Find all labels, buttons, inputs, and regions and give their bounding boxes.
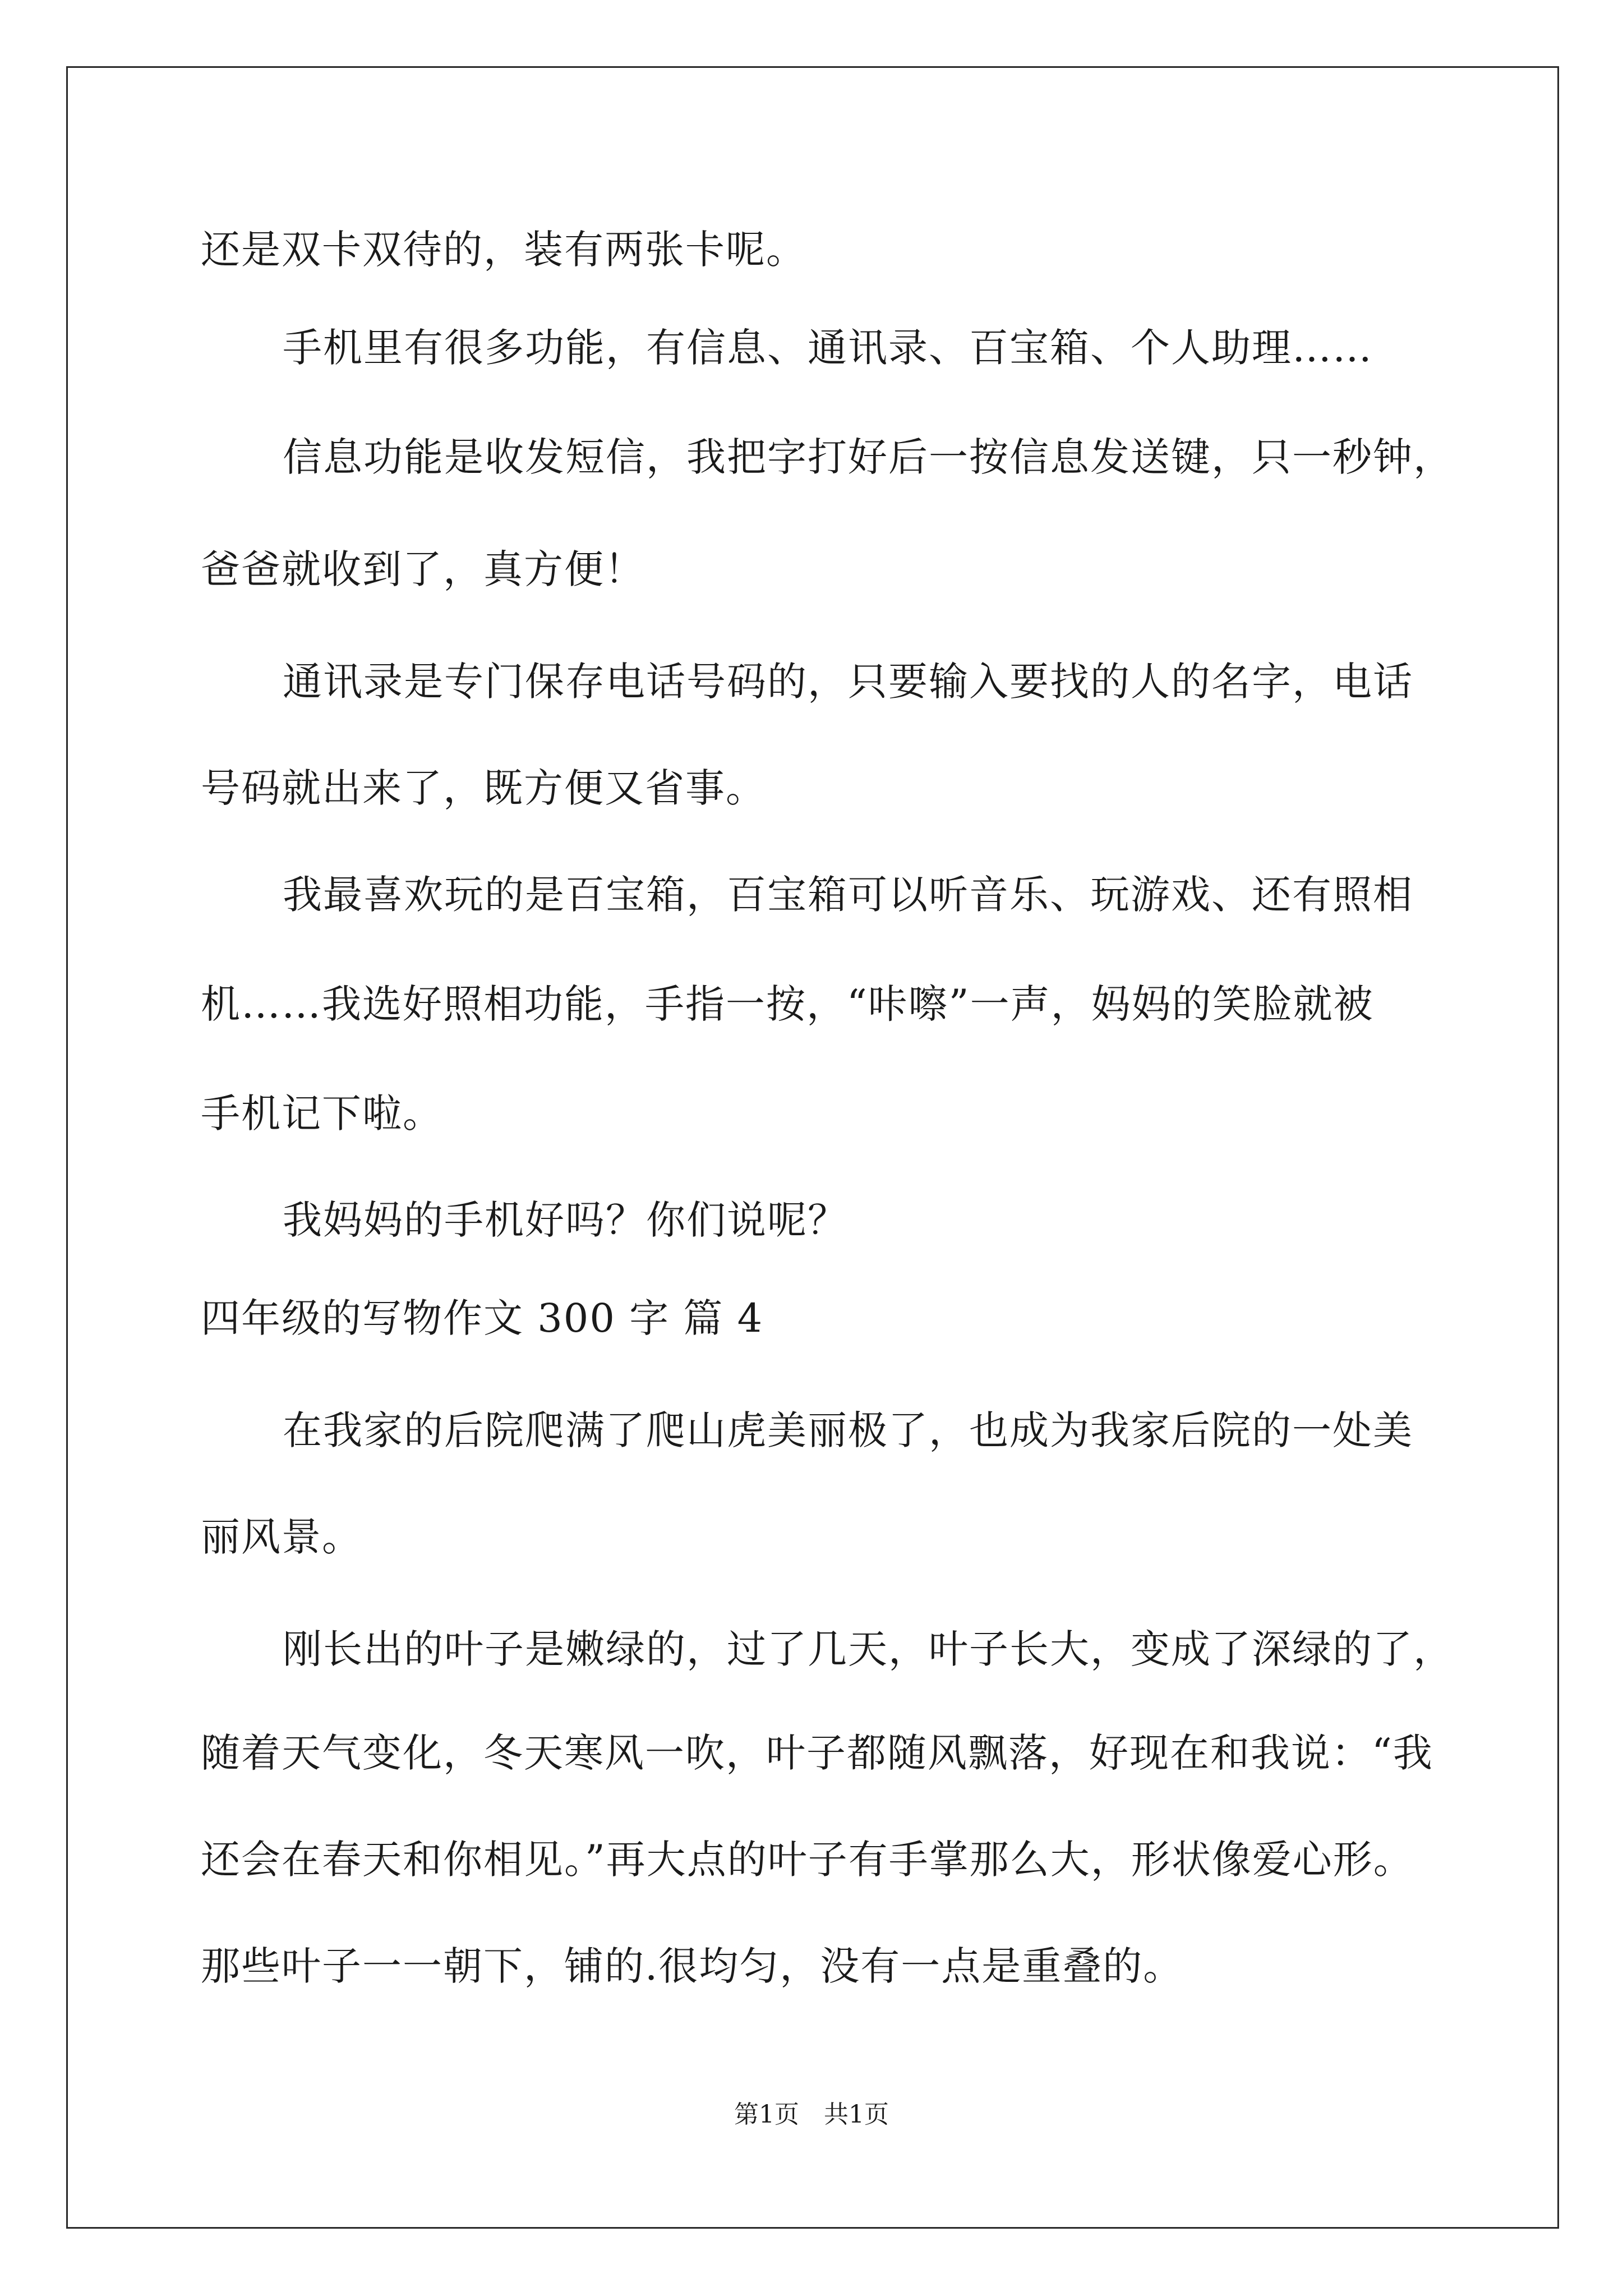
text-line: 爸爸就收到了，真方便！: [201, 546, 645, 592]
text-line: 信息功能是收发短信，我把字打好后一按信息发送键，只一秒钟，: [283, 434, 1454, 480]
text-line: 我最喜欢玩的是百宝箱，百宝箱可以听音乐、玩游戏、还有照相: [283, 872, 1413, 918]
text-line: 号码就出来了，既方便又省事。: [201, 765, 766, 811]
text-line: 在我家的后院爬满了爬山虎美丽极了，也成为我家后院的一处美: [283, 1407, 1413, 1453]
text-line: 丽风景。: [201, 1514, 362, 1560]
page-footer: [0, 2098, 1623, 2132]
page-number: 第1页: [734, 2100, 799, 2129]
page-border: [66, 66, 1559, 2229]
section-heading: 四年级的写物作文 300 字 篇 4: [201, 1295, 764, 1341]
text-line: 机……我选好照相功能，手指一按，“咔嚓”一声，妈妈的笑脸就被: [201, 981, 1374, 1027]
text-line: 随着天气变化，冬天寒风一吹，叶子都随风飘落，好现在和我说：“我: [201, 1730, 1433, 1776]
page-total: 共1页: [824, 2100, 889, 2129]
text-line: 我妈妈的手机好吗？你们说呢？: [283, 1197, 848, 1243]
text-line: 手机记下啦。: [201, 1091, 443, 1137]
text-line: 还会在春天和你相见。”再大点的叶子有手掌那么大，形状像爱心形。: [201, 1837, 1414, 1883]
text-line: 手机里有很多功能，有信息、通讯录、百宝箱、个人助理……: [283, 325, 1373, 371]
text-line: 通讯录是专门保存电话号码的，只要输入要找的人的名字，电话: [283, 659, 1413, 705]
text-line: 刚长出的叶子是嫩绿的，过了几天，叶子长大，变成了深绿的了，: [283, 1626, 1454, 1672]
text-line: 还是双卡双待的，装有两张卡呢。: [201, 227, 806, 273]
text-line: 那些叶子一一朝下，铺的.很均匀，没有一点是重叠的。: [201, 1943, 1184, 1989]
